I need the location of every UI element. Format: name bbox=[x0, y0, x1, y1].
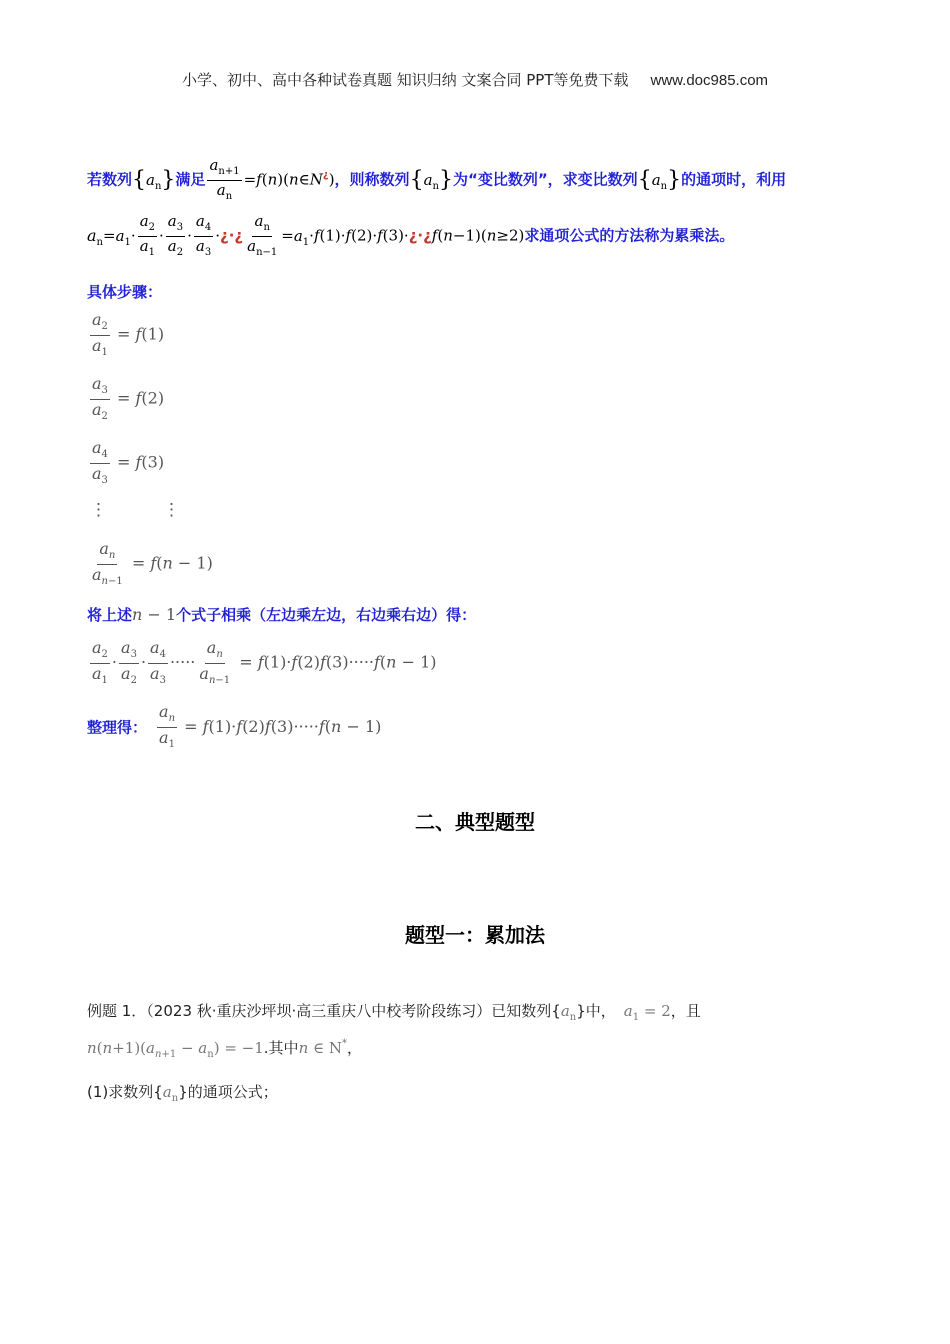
vertical-dots: ⋮ ⋮ bbox=[90, 500, 180, 520]
intro-line-2: $a_n=a_1\cdot$ $\frac{a_2}{a_1}$ · $\frac{a_3}{a_2}$ · $\frac{a_4}{a_3}$ ·¿·¿ $\frac{a_n}{a_{n-1}}$ $=a_1\cdot f(1)\cdot f(2)\cdot f(3)\cdot¿\cdot¿f(n-1)(n\ge 2)$求通项公式的方法称为累乘法。 bbox=[87, 212, 735, 258]
step-formula-n: $\frac{a_n}{a_{n-1}}$ = f(n − 1) bbox=[92, 539, 213, 587]
example-line-2: $n(n+1)(a_{n+1} - a_n) = -1$.其中n ∈ N*， bbox=[87, 1038, 363, 1060]
type-title: 题型一：累加法 bbox=[405, 923, 545, 947]
example-text: ，且 bbox=[670, 1002, 701, 1020]
intro-text: 满足 bbox=[175, 170, 206, 189]
example-text: 例题 1．（2023 秋·重庆沙坪坝·高三重庆八中校考阶段练习）已知数列{ bbox=[87, 1002, 561, 1020]
section-title: 二、典型题型 bbox=[415, 810, 535, 834]
intro-line-1: 若数列$\{a_n\}$满足 $\frac{a_{n+1}}{a_n}$ =f(n)(n∈N¿)，则称数列$\{a_n\}$为“变比数列”，求变比数列$\{a_n\}$的通项时，利用 bbox=[87, 156, 787, 202]
example-text: }中， bbox=[576, 1002, 616, 1020]
example-text: ， bbox=[347, 1039, 363, 1057]
header-text: 小学、初中、高中各种试卷真题 知识归纳 文案合同 PPT等免费下载 bbox=[181, 71, 629, 89]
result-label: 整理得： bbox=[87, 718, 148, 737]
page-header bbox=[0, 69, 950, 90]
step-formula-2: $\frac{a_3}{a_2}$ = f(2) bbox=[92, 374, 165, 422]
multiply-text: 将上述 bbox=[87, 606, 133, 624]
header-site: www.doc985.com bbox=[650, 72, 769, 89]
question-text: (1)求数列{ bbox=[87, 1083, 163, 1101]
result-line: 整理得： $\frac{a_n}{a_1}$ = f(1)·f(2)f(3)·····f(n − 1) bbox=[87, 702, 382, 750]
intro-text: ，则称数列 bbox=[334, 170, 410, 189]
question-text: }的通项公式； bbox=[178, 1083, 278, 1101]
intro-text: 为“变比数列”，求变比数列 bbox=[452, 170, 638, 189]
steps-label: 具体步骤： bbox=[87, 283, 163, 301]
intro-text: 求通项公式的方法称为累乘法。 bbox=[524, 226, 735, 245]
example-text: .其中 bbox=[263, 1039, 299, 1057]
product-formula: $\frac{a_2}{a_1}$ · $\frac{a_3}{a_2}$ · $\frac{a_4}{a_3}$ ····· $\frac{a_n}{a_{n-1}}$ = f(1)·f(2)f(3)·····f(n − 1) bbox=[92, 638, 437, 686]
example-line-1: 例题 1．（2023 秋·重庆沙坪坝·高三重庆八中校考阶段练习）已知数列$\{a_n\}$中， $a_1 = 2$，且 bbox=[87, 1002, 701, 1023]
intro-text: 若数列 bbox=[87, 170, 133, 189]
intro-text: 的通项时，利用 bbox=[681, 170, 787, 189]
step-formula-1: $\frac{a_2}{a_1}$ = f(1) bbox=[92, 310, 165, 358]
multiply-text: 个式子相乘（左边乘左边，右边乘右边）得： bbox=[176, 606, 477, 624]
step-formula-3: $\frac{a_4}{a_3}$ = f(3) bbox=[92, 438, 165, 486]
multiply-line: 将上述n − 1个式子相乘（左边乘左边，右边乘右边）得： bbox=[87, 605, 477, 624]
question-1: (1)求数列$\{a_n\}$的通项公式； bbox=[87, 1083, 278, 1104]
